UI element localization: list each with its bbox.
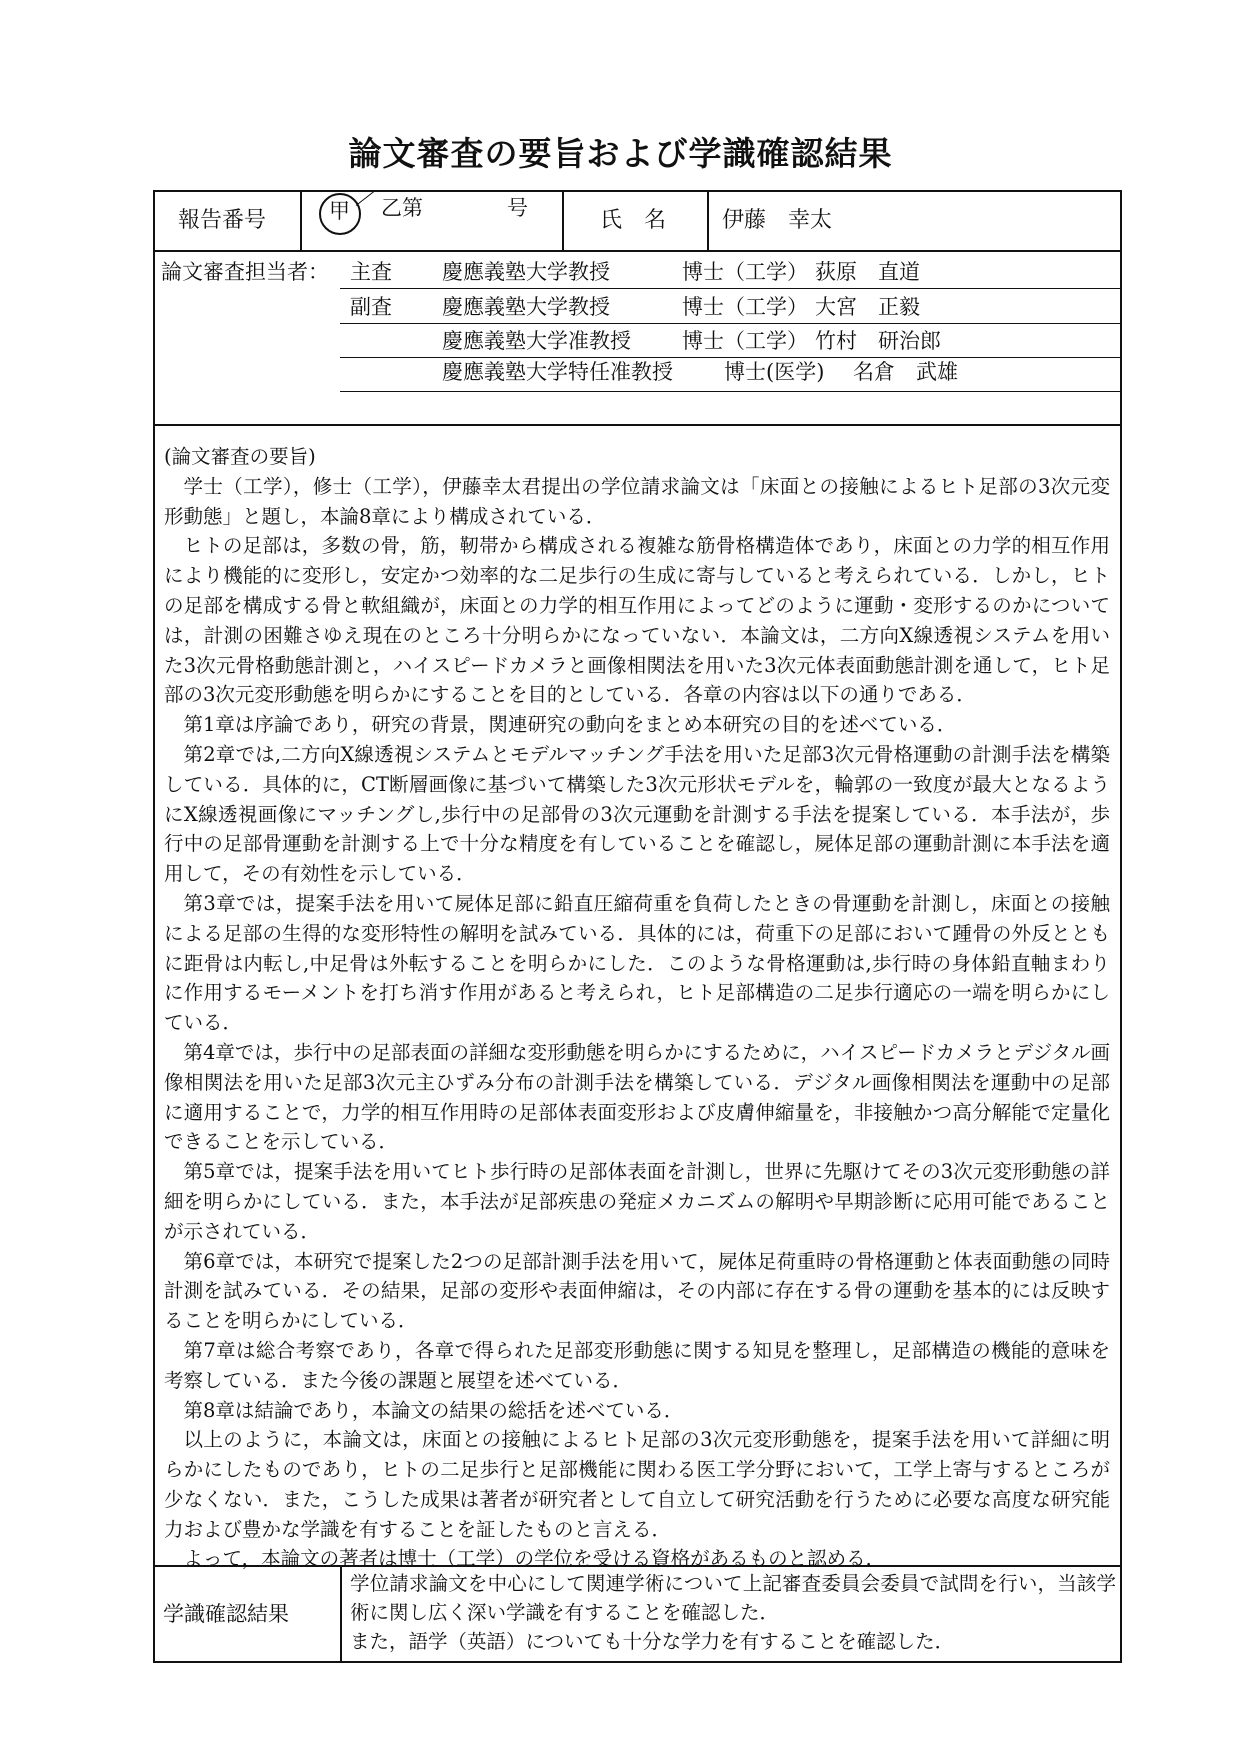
examiner-role: 副査 [350, 295, 392, 319]
name-label: 氏 名 [600, 208, 667, 233]
examiner-underline [340, 391, 1122, 392]
result-text [350, 1569, 1116, 1656]
examiner-underline [340, 323, 1122, 324]
summary-paragraph: 第3章では，提案手法を用いて屍体足部に鉛直圧縮荷重を負荷したときの骨運動を計測し，床面との接触による足部の生得的な変形特性の解明を試みている．具体的には，荷重下の足部において踵骨の外反とともに距骨は内転し,中足骨は外転することを明らかにした．このような骨格運動は,歩行時の身体鉛直軸まわりに作用するモーメントを打ち消す作用があると考えられ，ヒト足部構造の二足歩行適応の一端を明らかにしている． [164, 891, 1110, 1035]
summary-paragraph: 第1章は序論であり，研究の背景，関連研究の動向をまとめ本研究の目的を述べている． [183, 713, 957, 737]
header-divider-3 [707, 190, 709, 250]
examiner-name: 大宮 正毅 [815, 295, 920, 319]
examiner-affiliation: 慶應義塾大学准教授 [442, 329, 631, 353]
summary-paragraph: 第6章では，本研究で提案した2つの足部計測手法を用いて，屍体足荷重時の骨格運動と体表面動態の同時計測を試みている．その結果，足部の変形や表面伸縮は，その内部に存在する骨の運動を基本的には反映することを明らかにしている． [164, 1249, 1110, 1333]
summary-paragraph: 第7章は総合考察であり，各章で得られた足部変形動態に関する知見を整理し，足部構造の機能的意味を考察している．また今後の課題と展望を述べている． [164, 1338, 1110, 1392]
result-line: また，語学（英語）についても十分な学力を有することを確認した． [350, 1630, 955, 1653]
result-divider [340, 1565, 342, 1663]
result-top-border [153, 1565, 1122, 1567]
examiner-degree: 博士(医学) [724, 360, 825, 384]
report-go: 号 [507, 196, 528, 220]
examiner-name: 竹村 研治郎 [815, 329, 941, 353]
header-row-divider [153, 250, 1122, 252]
summary-heading: (論文審査の要旨) [164, 445, 316, 468]
examiner-role: 主査 [350, 260, 392, 284]
summary-paragraph: 第2章では,二方向X線透視システムとモデルマッチング手法を用いた足部3次元骨格運動の計測手法を構築している．具体的に，CT断層画像に基づいて構築した3次元形状モデルを，輪郭の一致度が最大となるようにX線透視画像にマッチングし,歩行中の足部骨の3次元運動を計測する手法を提案している．本手法が，歩行中の足部骨運動を計測する上で十分な精度を有していることを確認し，屍体足部の運動計測に本手法を適用して，その有効性を示している． [164, 742, 1110, 886]
report-number-label: 報告番号 [178, 208, 267, 233]
result-label: 学識確認結果 [163, 1602, 289, 1626]
summary-paragraph: 学士（工学），修士（工学），伊藤幸太君提出の学位請求論文は「床面との接触によるヒト足部の3次元変形動態」と題し，本論8章により構成されている． [164, 474, 1110, 528]
summary-paragraph: ヒトの足部は，多数の骨，筋，靭帯から構成される複雑な筋骨格構造体であり，床面との力学的相互作用により機能的に変形し，安定かつ効率的な二足歩行の生成に寄与していると考えられている．しかし，ヒトの足部を構成する骨と軟組織が，床面との力学的相互作用によってどのように運動・変形するのかについては，計測の困難さゆえ現在のところ十分明らかになっていない．本論文は，二方向X線透視システムを用いた3次元骨格動態計測と，ハイスピードカメラと画像相関法を用いた3次元体表面動態計測を通して，ヒト足部の3次元変形動態を明らかにすることを目的としている．各章の内容は以下の通りである． [164, 534, 1110, 707]
report-otsu-dai: 乙第 [381, 196, 423, 220]
examiner-affiliation: 慶應義塾大学教授 [442, 260, 610, 284]
summary-paragraph: 第8章は結論であり，本論文の結果の総括を述べている． [183, 1398, 684, 1422]
examiner-degree: 博士（工学） [682, 260, 808, 284]
examiner-underline [340, 288, 1122, 289]
summary-paragraph: 以上のように，本論文は，床面との接触によるヒト足部の3次元変形動態を，提案手法を用いて詳細に明らかにしたものであり，ヒトの二足歩行と足部機能に関わる医工学分野において，工学上寄与するところが少なくない．また，こうした成果は著者が研究者として自立して研究活動を行うために必要な高度な研究能力および豊かな学識を有することを証したものと言える． [164, 1428, 1110, 1541]
name-value: 伊藤 幸太 [722, 208, 833, 233]
examiner-name: 名倉 武雄 [853, 360, 958, 384]
document-title: 論文審査の要旨および学識確認結果 [348, 134, 893, 173]
summary-paragraph: 第4章では，歩行中の足部表面の詳細な変形動態を明らかにするために，ハイスピードカメラとデジタル画像相関法を用いた足部3次元主ひずみ分布の計測手法を構築している．デジタル画像相関法を運動中の足部に適用することで，力学的相互作用時の足部体表面変形および皮膚伸縮量を，非接触かつ高分解能で定量化できることを示している． [164, 1040, 1110, 1154]
examiner-affiliation: 慶應義塾大学教授 [442, 295, 610, 319]
examiner-affiliation: 慶應義塾大学特任准教授 [442, 360, 673, 384]
examiners-bottom-border [153, 424, 1122, 426]
summary-paragraph: 第5章では，提案手法を用いてヒト歩行時の足部体表面を計測し，世界に先駆けてその3次元変形動態の詳細を明らかにしている．また，本手法が足部疾患の発症メカニズムの解明や早期診断に応用可能であることが示されている． [164, 1160, 1110, 1243]
examiner-degree: 博士（工学） [682, 329, 808, 353]
examiners-label: 論文審査担当者： [161, 260, 329, 284]
header-divider-1 [300, 190, 302, 250]
result-line: 学位請求論文を中心にして関連学術について上記審査委員会委員で試問を行い，当該学術に関し広く深い学識を有することを確認した． [350, 1572, 1116, 1624]
review-summary [164, 442, 1110, 1574]
header-divider-2 [562, 190, 564, 250]
summary-paragraph: よって，本論文の著者は博士（工学）の学位を受ける資格があるものと認める． [183, 1547, 886, 1571]
report-kou: 甲 [329, 199, 350, 223]
examiner-degree: 博士（工学） [682, 295, 808, 319]
examiner-name: 荻原 直道 [815, 260, 920, 284]
